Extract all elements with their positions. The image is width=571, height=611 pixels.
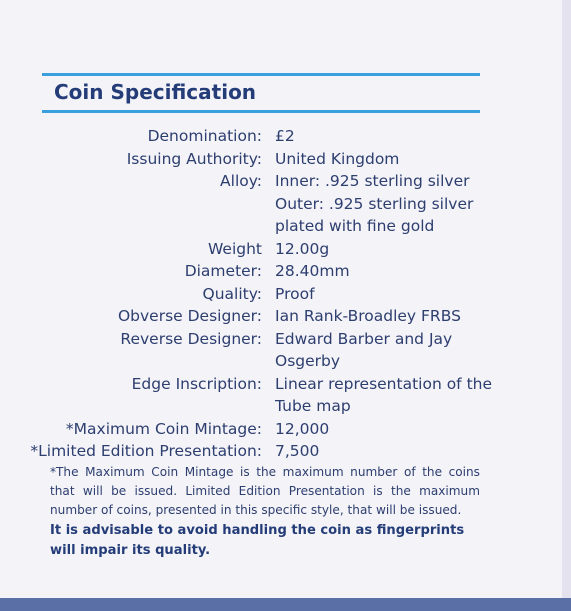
spec-label: *Limited Edition Presentation: [30, 442, 262, 460]
spec-label: Diameter: [184, 262, 262, 280]
handling-warning: It is advisable to avoid handling the coin as fingerprints will impair its quality. [50, 523, 465, 558]
spec-row-quality [0, 283, 560, 306]
spec-value: 7,500 [275, 442, 320, 460]
mintage-footnote: *The Maximum Coin Mintage is the maximum number of the coins that will be issued. Limited Edition Presentation is the maximum number of coins, presented in this specific style, that will be issued. [50, 465, 480, 517]
spec-label: Issuing Authority: [126, 149, 262, 168]
spec-row-obverse-designer [0, 305, 560, 328]
spec-value: Outer: .925 sterling silver [275, 194, 474, 213]
spec-label: *Maximum Coin Mintage: [65, 419, 262, 438]
spec-row-alloy [0, 170, 560, 238]
spec-label: Alloy: [220, 172, 262, 190]
spec-value: 12,000 [275, 419, 330, 438]
spec-label: Reverse Designer: [120, 329, 262, 348]
spec-value: 12.00g [275, 239, 330, 258]
page-title: Coin Specification [54, 80, 257, 104]
spec-label: Weight [207, 239, 262, 258]
spec-label: Obverse Designer: [117, 307, 262, 325]
spec-label: Edge Inscription: [131, 374, 262, 393]
spec-row-edge-inscription [0, 373, 560, 418]
spec-label: Denomination: [147, 127, 262, 145]
spec-row-reverse-designer [0, 328, 560, 373]
heading-rule-bottom [42, 110, 480, 113]
page-edge-bottom [0, 598, 571, 611]
spec-row-denomination [0, 125, 560, 148]
spec-value: Osgerby [275, 352, 341, 370]
page-edge-right [562, 0, 571, 611]
spec-value: Ian Rank-Broadley FRBS [275, 307, 461, 325]
spec-value: £2 [275, 127, 295, 145]
spec-value: plated with fine gold [275, 217, 435, 235]
spec-label: Quality: [202, 284, 262, 303]
spec-value: Inner: .925 sterling silver [275, 172, 470, 190]
spec-value: Edward Barber and Jay [275, 329, 453, 348]
spec-value: 28.40mm [275, 262, 350, 280]
heading-rule-top [42, 73, 480, 76]
spec-row-diameter [0, 260, 560, 283]
spec-row-weight [0, 238, 560, 261]
spec-row-limited-edition [0, 440, 560, 463]
spec-row-maximum-mintage [0, 418, 560, 441]
spec-value: Linear representation of the [275, 374, 493, 393]
spec-row-issuing-authority [0, 148, 560, 171]
spec-value: Tube map [275, 397, 351, 415]
spec-value: Proof [275, 284, 315, 303]
spec-value: United Kingdom [275, 149, 400, 168]
spec-table [0, 125, 560, 463]
